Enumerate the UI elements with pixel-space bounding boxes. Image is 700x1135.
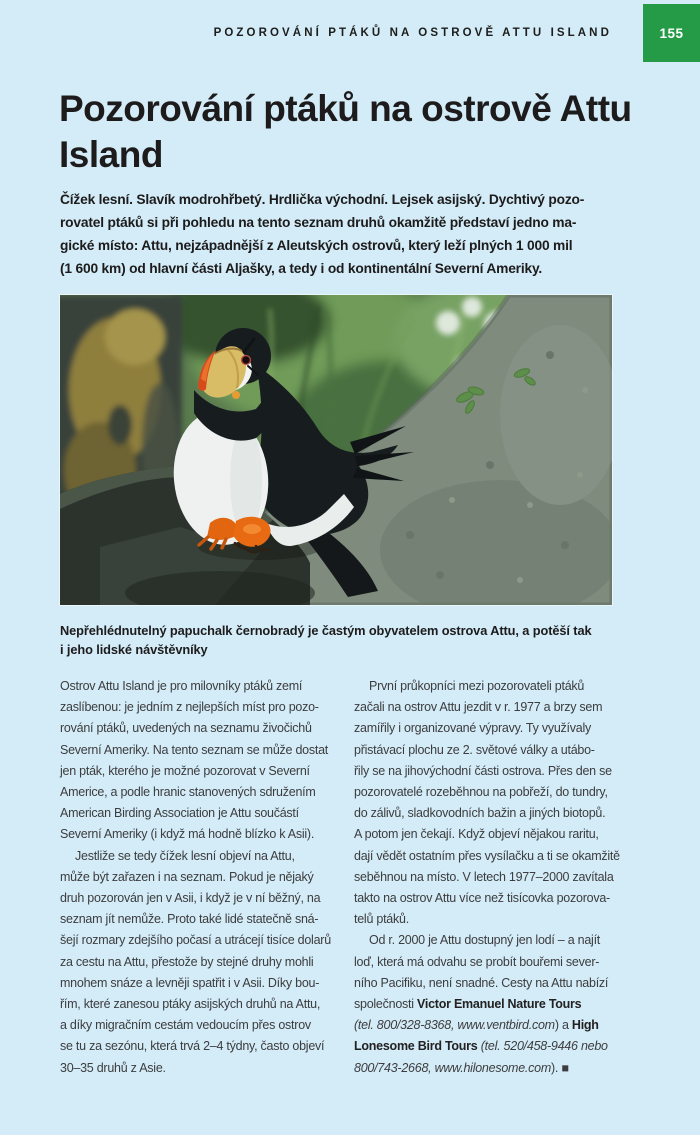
paragraph — [354, 676, 644, 930]
text-line: do zálivů, sladkovodních bažin a jiných biotopů. — [354, 806, 606, 821]
text-line: American Birding Association je Attu součástí — [60, 806, 299, 821]
puffin-photo-illustration — [60, 295, 612, 605]
text-line: se tu za sezónu, která trvá 2–4 týdny, často objeví — [60, 1039, 325, 1054]
text-line: Lonesome Bird Tours (tel. 520/458-9446 nebo — [354, 1039, 608, 1054]
text-line: začali na ostrov Attu jezdit v r. 1977 a brzy sem — [354, 700, 603, 715]
text-line: telů ptáků. — [354, 912, 409, 927]
text-line: A potom jen čekají. Když objeví nějakou raritu, — [354, 827, 599, 842]
text-line: jen pták, kterého je možné pozorovat v Severní — [60, 763, 310, 778]
paragraph — [354, 930, 644, 1078]
body-column-left — [60, 676, 349, 1079]
text-line: Severní Ameriky (i když má hodně blízko k Asii). — [60, 827, 315, 842]
text-line: (1 600 km) od hlavní části Aljašky, a tedy i od kontinentální Severní Ameriky. — [60, 261, 543, 276]
text-line: rovatel ptáků si při pohledu na tento seznam druhů okamžitě představí jedno ma- — [60, 215, 577, 230]
text-line: pozorovatelé rozeběhnou na pobřeží, do tundry, — [354, 785, 608, 800]
text-line: i jeho lidské návštěvníky — [60, 642, 208, 657]
text-line: Ostrov Attu Island je pro milovníky ptáků zemí — [60, 679, 303, 693]
paragraph — [60, 676, 349, 846]
text-line: Americe, a podle hranic stanovených sdružením — [60, 785, 316, 800]
text-line: šejí rozmary zdejšího počasí a utrácejí tisíce dolarů — [60, 933, 331, 948]
text-line: Nepřehlédnutelný papuchalk černobradý je častým obyvatelem ostrova Attu, a potěší tak — [60, 623, 592, 638]
text-line: (tel. 800/328-8368, www.ventbird.com) a High — [354, 1018, 599, 1033]
text-line: a díky migračním cestám vedoucím přes ostrov — [60, 1018, 311, 1033]
text-line: za cestu na Attu, přestože by stejné druhy mohli — [60, 954, 314, 969]
text-line: První průkopníci mezi pozorovateli ptáků — [369, 679, 585, 693]
text-line: rování ptáků, uvedených na seznamu živočichů — [60, 721, 312, 736]
puffin-photo — [60, 295, 612, 605]
text-line: dají vědět ostatním přes vysílačku a ti se okamžitě — [354, 848, 620, 863]
text-line: řily se na jihovýchodní části ostrova. Přes den se — [354, 763, 612, 778]
text-line: zamířily i organizované výpravy. Ty využívaly — [354, 721, 591, 736]
page-number-badge — [643, 4, 700, 62]
photo-caption — [60, 621, 638, 659]
text-line: Jestliže se tedy čížek lesní objeví na Attu, — [75, 848, 295, 863]
text-line: druh pozorován jen v Asii, i když je v ní běžný, na — [60, 891, 321, 906]
text-line: 30–35 druhů z Asie. — [60, 1060, 166, 1075]
text-line: 800/743-2668, www.hilonesome.com). ■ — [354, 1060, 569, 1075]
text-line: Čížek lesní. Slavík modrohřbetý. Hrdlička východní. Lejsek asijský. Dychtivý pozo- — [60, 192, 585, 207]
text-line: Od r. 2000 je Attu dostupný jen lodí – a najít — [369, 933, 601, 948]
text-line: zaslíbenou: je jedním z nejlepších míst pro pozo- — [60, 700, 319, 715]
text-line: takto na ostrov Attu více než tisícovka pozorova- — [354, 891, 610, 906]
page-title: Pozorování ptáků na ostrově Attu Island — [59, 88, 632, 175]
text-line: seznam jít nemůže. Proto také lidé statečně sná- — [60, 912, 319, 927]
text-line: Severní Ameriky. Na tento seznam se může dostat — [60, 742, 329, 757]
running-head: POZOROVÁNÍ PTÁKŮ NA OSTROVĚ ATTU ISLAND — [213, 27, 612, 39]
text-line: přistávací plochu ze 2. světové války a utábo- — [354, 742, 595, 757]
text-line: řím, které zanesou ptáky asijských druhů na Attu, — [60, 997, 321, 1012]
text-line: ního Pacifiku, není snadné. Cesty na Attu nabízí — [354, 975, 609, 990]
text-line: loď, která má odvahu se probít bouřemi sever- — [354, 954, 600, 969]
text-line: může být zařazen i na seznam. Pokud je nějaký — [60, 869, 314, 884]
body-columns — [60, 676, 644, 1079]
text-line: společnosti Victor Emanuel Nature Tours — [354, 997, 582, 1012]
intro-paragraph — [60, 188, 648, 280]
body-column-right — [354, 676, 644, 1079]
text-line: mnohem snáze a levněji spatřit i v Asii. Díky bou- — [60, 975, 320, 990]
text-line: gické místo: Attu, nejzápadnější z Aleutských ostrovů, který leží plných 1 000 mil — [60, 238, 573, 253]
text-line: seběhnou na místo. V letech 1977–2000 zavítala — [354, 869, 614, 884]
page-number: 155 — [659, 25, 684, 41]
paragraph — [60, 846, 349, 1079]
